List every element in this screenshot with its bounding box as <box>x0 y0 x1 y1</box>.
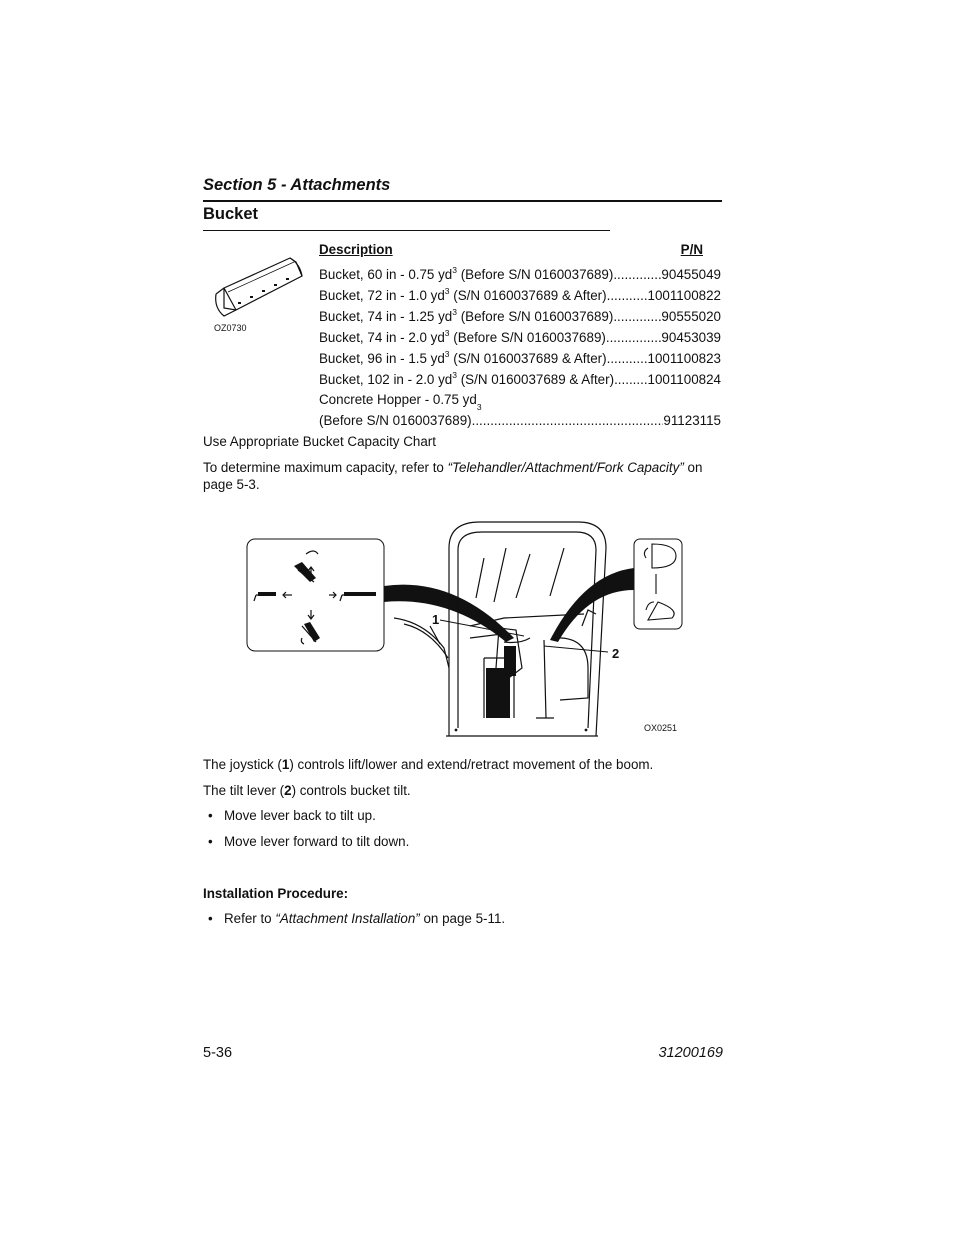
list-item: • Move lever forward to tilt down. <box>208 834 410 849</box>
table-row <box>319 345 721 366</box>
dot-leader <box>607 288 648 303</box>
callout-joystick: 1 <box>432 612 440 627</box>
cab-drawing <box>244 518 686 740</box>
part-description: Bucket, 72 in - 1.0 $yd^3$ (S/N 0160037689 & After) <box>319 286 607 303</box>
table-row <box>319 303 721 324</box>
col-pn: P/N <box>680 242 703 257</box>
table-row <box>319 366 721 387</box>
callout-tilt-lever: 2 <box>612 646 620 661</box>
part-number: 90555020 <box>661 309 721 324</box>
table-row <box>319 324 721 345</box>
page-heading: Bucket <box>203 205 259 223</box>
list-item: • Move lever back to tilt up. <box>208 808 376 823</box>
bucket-figure-code: OZ0730 <box>214 323 247 333</box>
dot-leader <box>607 351 648 366</box>
dot-leader <box>614 372 647 387</box>
cab-controls-illustration <box>244 518 686 740</box>
part-description: Bucket, 96 in - 1.5 $yd^3$ (S/N 0160037689 & After) <box>319 349 607 366</box>
page-number: 5-36 <box>203 1045 233 1061</box>
hopper-entry <box>319 387 721 428</box>
parts-table <box>319 242 721 428</box>
part-number: 1001100823 <box>647 351 721 366</box>
part-description: Bucket, 74 in - 2.0 $yd^3$ (Before S/N 0160037689) <box>319 328 606 345</box>
part-description: Bucket, 102 in - 2.0 $yd^3$ (S/N 0160037689 & After) <box>319 370 615 387</box>
hopper-line-2: (Before S/N 0160037689) ..... 91123115 <box>319 407 721 428</box>
part-number: 90455049 <box>661 267 721 282</box>
part-number: 1001100824 <box>647 372 721 387</box>
capacity-reference-link[interactable]: “Telehandler/Attachment/Fork Capacity” <box>447 460 684 475</box>
part-number: 90453039 <box>661 330 721 345</box>
capacity-heading: Use Appropriate Bucket Capacity Chart <box>203 434 436 449</box>
parts-table-header <box>319 242 721 261</box>
dot-leader <box>613 309 661 324</box>
capacity-reference: To determine maximum capacity, refer to “Telehandler/Attachment/Fork Capacity” on page 5-3. <box>203 460 703 492</box>
dot-leader <box>606 330 662 345</box>
installation-reference-link[interactable]: “Attachment Installation” <box>275 911 420 926</box>
bullet-icon: • <box>208 911 213 926</box>
col-description: Description <box>319 242 393 257</box>
list-item: • Refer to “Attachment Installation” on page 5-11. <box>208 911 506 926</box>
bullet-icon: • <box>208 834 213 849</box>
doc-number: 31200169 <box>658 1045 723 1061</box>
bullet-icon: • <box>208 808 213 823</box>
table-row <box>319 261 721 282</box>
part-number: 1001100822 <box>647 288 721 303</box>
table-row <box>319 282 721 303</box>
part-description: Bucket, 74 in - 1.25 $yd^3$ (Before S/N 0160037689) <box>319 307 614 324</box>
installation-heading: Installation Procedure: <box>203 886 349 901</box>
header-rule <box>203 200 722 202</box>
heading-rule <box>203 230 610 231</box>
dot-leader <box>613 267 661 282</box>
part-description: Bucket, 60 in - 0.75 $yd^3$ (Before S/N 0160037689) <box>319 265 614 282</box>
bucket-drawing <box>210 250 310 330</box>
joystick-description: The joystick (1) controls lift/lower and extend/retract movement of the boom. <box>203 757 654 772</box>
tilt-description: The tilt lever (2) controls bucket tilt. <box>203 783 411 798</box>
hopper-line-1: Concrete Hopper - 0.75 yd 3 <box>319 392 482 412</box>
cab-figure-code: OX0251 <box>644 723 678 733</box>
bucket-illustration <box>210 250 310 333</box>
section-title: Section 5 - Attachments <box>203 176 391 194</box>
hopper-pn: 91123115 <box>663 413 721 428</box>
